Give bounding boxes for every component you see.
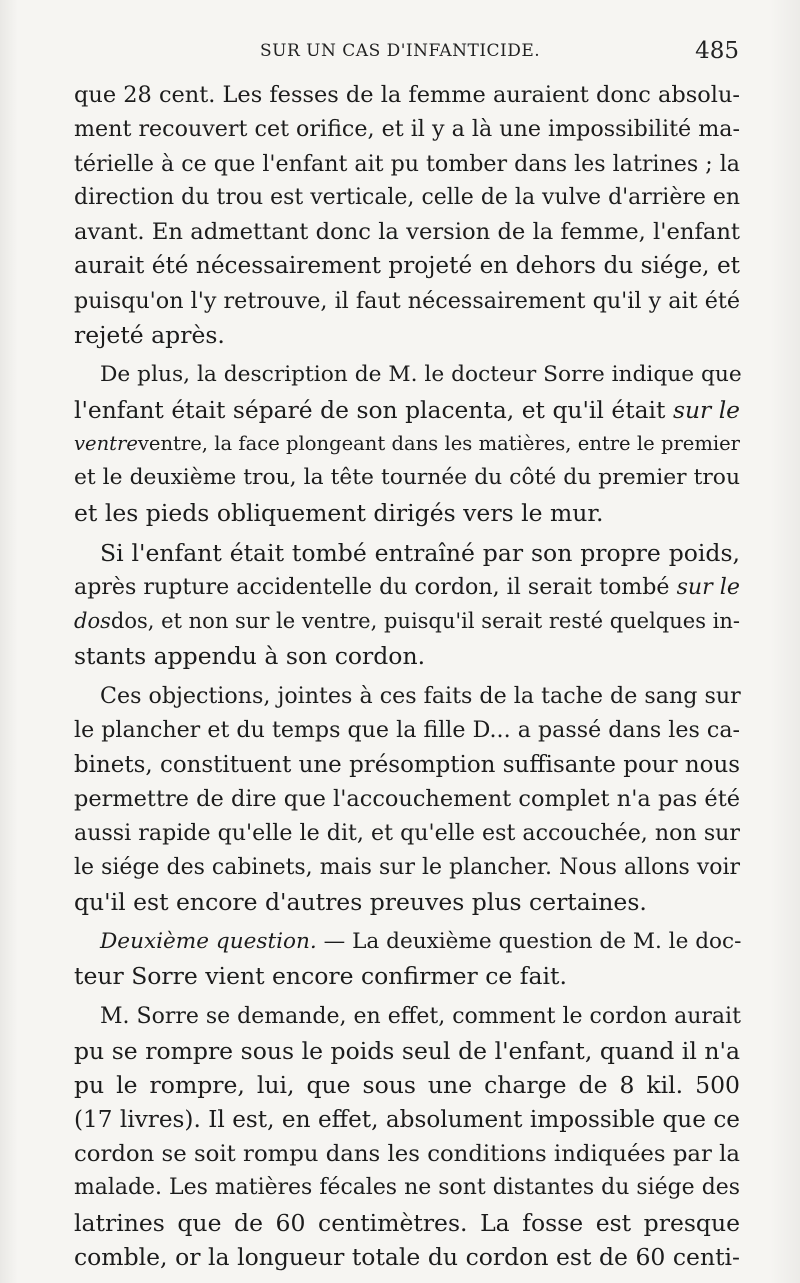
text-line: direction du trou est verticale, celle de la vulve d'arrière en [74,184,740,210]
page-header [74,38,739,72]
text-line-with-italic [74,427,740,461]
text-line: le plancher et du temps que la fille D... a passé dans les ca- [74,717,740,744]
text-segment: après rupture accidentelle du cordon, il serait tombé [74,574,670,601]
text-line: latrines que de 60 centimètres. La fosse est presque [74,1208,740,1237]
text-line: Ces objections, jointes à ces faits de la tache de sang sur [100,683,741,710]
text-line: De plus, la description de M. le docteur Sorre indique que [100,362,742,388]
text-line: que 28 cent. Les fesses de la femme auraient donc absolu- [74,82,740,108]
text-segment: dos, et non sur le ventre, puisqu'il serait resté quelques in- [110,609,740,634]
text-line: qu'il est encore d'autres preuves plus certaines. [74,887,647,916]
paragraph-1 [74,78,740,352]
italic-phrase: sur le [676,574,740,601]
text-line-with-italic [74,570,740,604]
body-text [74,78,740,1274]
paragraph-4 [74,679,740,919]
text-line-with-italic [74,604,740,638]
paragraph-2 [74,358,740,529]
running-title: SUR UN CAS D'INFANTICIDE. [260,41,541,61]
italic-phrase: dos [74,609,111,634]
text-line: avant. En admettant donc la version de la femme, l'enfant [74,219,740,246]
italic-phrase: sur le [672,395,741,424]
text-line: aussi rapide qu'elle le dit, et qu'elle est accouchée, non sur [74,820,740,847]
page-number: 485 [695,38,739,64]
text-line: et le deuxième trou, la tête tournée du côté du premier trou [74,465,740,491]
text-line: comble, or la longueur totale du cordon est de 60 centi- [74,1242,740,1271]
text-line: teur Sorre vient encore confirmer ce fait. [74,962,567,991]
text-line: stants appendu à son cordon. [74,641,426,670]
text-line: ment recouvert cet orifice, et il y a là une impossibilité ma- [74,116,740,143]
text-line-with-italic [74,925,740,959]
text-line: (17 livres). Il est, en effet, absolument impossible que ce [74,1106,740,1133]
paragraph-3 [74,536,740,673]
text-segment: — La deuxième question de M. le doc- [323,929,742,955]
paragraph-6 [74,1000,740,1274]
text-line: malade. Les matières fécales ne sont distantes du siége des [74,1175,740,1201]
text-line: rejeté après. [74,321,225,350]
text-line: cordon se soit rompu dans les conditions indiquées par la [74,1140,740,1167]
text-segment: ventre, la face plongeant dans les matières, entre le premier [137,431,740,455]
italic-heading: Deuxième question. [100,929,317,955]
text-line-with-italic [74,393,740,427]
text-line: et les pieds obliquement dirigés vers le mur. [74,498,604,527]
text-line: pu le rompre, lui, que sous une charge de 8 kil. 500 [74,1071,740,1100]
text-line: térielle à ce que l'enfant ait pu tomber dans les latrines ; la [74,150,740,177]
text-line: puisqu'on l'y retrouve, il faut nécessairement qu'il y ait été [74,287,740,314]
text-line: le siége des cabinets, mais sur le plancher. Nous allons voir [74,854,740,880]
text-line: Si l'enfant était tombé entraîné par son propre poids, [100,538,740,567]
text-line: aurait été nécessairement projeté en dehors du siége, et [74,252,740,280]
text-segment: l'enfant était séparé de son placenta, et qu'il était [74,395,666,424]
text-line: pu se rompre sous le poids seul de l'enfant, quand il n'a [74,1037,740,1066]
text-line: permettre de dire que l'accouchement complet n'a pas été [74,785,740,812]
paragraph-5 [74,925,740,994]
text-line: binets, constituent une présomption suffisante pour nous [74,751,740,778]
italic-phrase: ventre [74,431,138,455]
text-line: M. Sorre se demande, en effet, comment le cordon aurait [100,1003,741,1029]
